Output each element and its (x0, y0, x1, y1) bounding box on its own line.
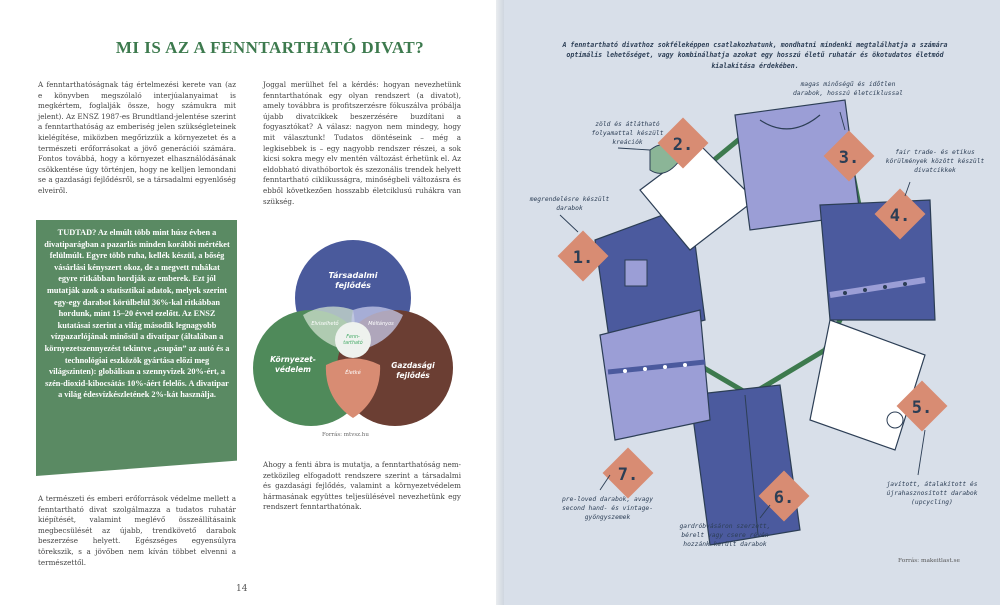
badge-5-number: 5. (911, 398, 933, 418)
badge-2-number: 2. (672, 135, 694, 155)
label-item-7: pre-loved darabok, avagy second hand- és vintage-gyöngyszemek (562, 496, 653, 521)
page-number: 14 (236, 584, 248, 594)
resource-paragraph: A természeti és emberi erőforrások védelme mellett a fenntartható divat szolgálmazza a tudatos ruhatár kiépítését, valamint meglévő összeállításaink megbecsülését az újabb, trendkövető darabok beszerzése helyett. Egészséges egyensúlyra törekszik, s a jövőben nem kíván többet elvenni a természettől. (38, 494, 236, 567)
venn-label-environment: Környezet-védelem (270, 355, 316, 374)
label-item-3: magas minőségű és időtlen darabok, hosszú életciklussal (793, 81, 903, 97)
right-intro-text: A fenntartható divathoz sokféleképpen csatlakozhatunk, mondhatni mindenki megtalálhatja a számára optimális lehetőséget, vagy kombinálhatja azokat egy hosszú életű ruhatár és ökotudatos életmód kialakítása érdekében. (562, 41, 948, 70)
label-item-2: zöld és átlátható folyamattal készült kreációk (591, 121, 664, 146)
badge-6-number: 6. (773, 488, 795, 508)
intro-paragraph: A fenntarthatóságnak tág értelmezési kerete van (az e könyvben megszólaló interjúalanyaimat is megkértem, foglalják össze, hogy számukra mit jelent). Az ENSZ 1987-es Brundtland-jelentése szerint a fenntarthatóság az emberiség jelen szükségleteinek kielégítése, miközben megőrizzük a környezetet és a természeti erőforrásokat a jövő generációi számára. Fontos továbbá, hogy a környezet elhasználódásának csökkentése úgy történjen, hogy ne kelljen lemondani se a gazdasági fejlődésről, se a társadalmi egyenlőség elveiről. (38, 80, 236, 195)
garment-5-shirt (810, 320, 925, 450)
venn-label-economic: Gazdasági fejlődés (391, 361, 435, 380)
venn-label-viable: Életké (345, 370, 361, 376)
label-item-1: megrendelésre készült darabok (529, 196, 610, 212)
label-item-4: fair trade- és etikus körülmények között készült divatcikkek (885, 149, 985, 174)
text-column-right (263, 80, 461, 207)
badge-4-number: 4. (889, 206, 911, 226)
label-item-5: javított, átalakított és újrahasznosított darabok (upcycling) (886, 481, 978, 506)
closing-paragraph-left (38, 494, 236, 568)
text-column-left (38, 80, 236, 197)
illustration-source: Forrás: makeitlast.se (898, 558, 960, 564)
garment-1-pocket (625, 260, 647, 286)
venn-label-bearable: Elviselhető (311, 321, 339, 327)
sustainability-venn-diagram (243, 240, 463, 430)
question-paragraph: Joggal merülhet fel a kérdés: hogyan nevezhetünk fenntarthatónak egy olyan rendszert (a divatot), amely továbbra is profitszerzésre fókuszálva próbálja újabb divatcikkek beszerzésére buzdítani a fogyasztókat? A válasz: nagyon nem mindegy, hogy mit választunk! Tudatos döntéseink – még a legkisebbek is – egy nagyobb rendszer részei, a sok kicsi sokra megy elv mentén változást érhetünk el. Az eldobható divathóbortok és szezonális trendek helyett fenntartható ciklikusságra, minőségbeli változásra és ebből következően hosszabb életciklusú ruhákra van szükség. (263, 80, 461, 206)
venn-label-center: Fenn-tartható (343, 335, 363, 346)
label-item-6: gardróbvásáron szerzett, bérelt vagy csere révén hozzánk került darabok (679, 523, 771, 548)
venn-center (335, 322, 371, 358)
badge-7 (603, 448, 654, 499)
venn-explanation-paragraph: Ahogy a fenti ábra is mutatja, a fenntarthatóság nem-zetközileg elfogadott rendszere szerint a társadalmi és gazdasági fejlődés, valamint a környezetvédelem hármasának együttes teljesülésével nevezhetünk egy rendszert fenntarthatónak. (263, 460, 461, 512)
page-title: MI IS AZ A FENNTARTHATÓ DIVAT? (115, 38, 425, 57)
badge-7-number: 7. (617, 465, 639, 485)
badge-1-number: 1. (572, 248, 594, 268)
venn-source: Forrás: mtvsz.hu (322, 432, 369, 438)
closing-paragraph-right (263, 460, 461, 513)
did-you-know-text: TUDTAD? Az elmúlt több mint húsz évben a divatiparágban a pazarlás minden korábbi mértéket felülmúlt. Egyre több ruha, kellék készül, a bőség vásárlási kényszert okoz, de a megvett ruhákat egyre ritkábban hordják az emberek. Ezt jól mutatják azok a statisztikai adatok, melyek szerint egy-egy darabot körülbelül 36%-kal ritkábban hordunk, mint 15–20 évvel ezelőtt. Az ENSZ kutatásai szerint a világ második legnagyobb vízpazarlójának minősül a divatipar (általában a környezetszennyezést tekintve „csupán” az autó és a technológiai eszközök gyártása előzi meg világszinten): globálisan a szennyvizek 20%-ért, a szén-dioxid-kibocsátás 10%-áért felelős. A divatipar a világ édesvízkészletének 2%-kát használja. (44, 228, 230, 400)
venn-label-equitable: Méltányos (368, 321, 394, 327)
venn-label-social: Társadalmi fejlődés (328, 271, 378, 290)
badge-3-number: 3. (838, 148, 860, 168)
